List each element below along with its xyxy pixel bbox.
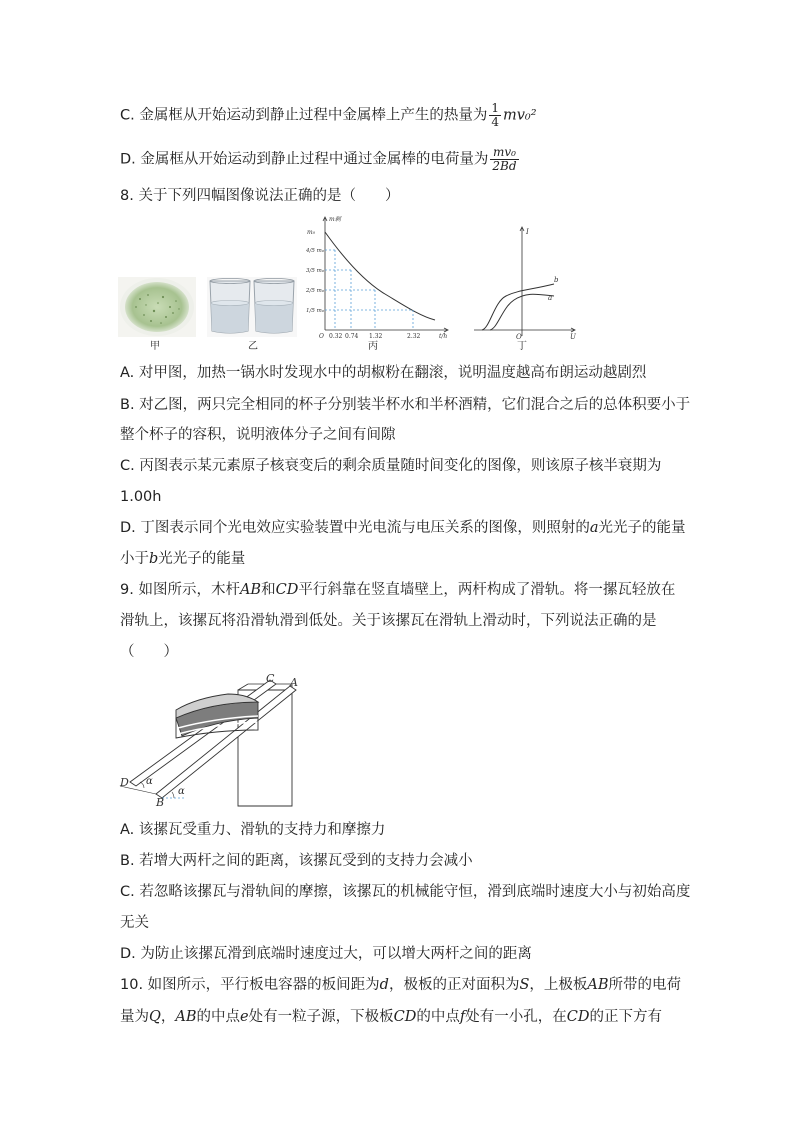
q9-option-c-line2: 无关 — [120, 915, 149, 931]
q7-option-d-text: D. 金属框从开始运动到静止过程中通过金属棒的电荷量为 — [120, 151, 489, 168]
fig-jia-photo — [118, 277, 196, 337]
q7-option-d — [120, 146, 521, 173]
q10-stem-line2: 量为Q，AB的中点e处有一粒子源，下极板CD的中点f处有一小孔，在CD的正下方有 — [120, 1009, 662, 1025]
bing-xaxis-label: t/h — [439, 333, 448, 340]
q9-option-b: B. 若增大两杆之间的距离，该摞瓦受到的支持力会减小 — [120, 853, 473, 869]
bing-xtick: 1.32 — [369, 333, 383, 340]
q7-option-c — [120, 102, 537, 129]
ding-curve-label: b — [554, 276, 559, 284]
bing-yaxis-label: m剩 — [329, 216, 341, 223]
fig-bing-label: 丙 — [368, 341, 378, 352]
q9-stem-line3: （ ） — [120, 644, 178, 660]
ding-yaxis-label: I — [526, 228, 529, 236]
q7-option-c-fraction: $\frac{1}{4}$ — [491, 101, 499, 129]
bing-ytick: 2/5 m₀ — [306, 288, 325, 294]
q8-option-c-line1: C. 丙图表示某元素原子核衰变后的剩余质量随时间变化的图像，则该原子核半衰期为 — [120, 458, 662, 474]
bing-ytick: 4/5 m₀ — [306, 248, 325, 254]
ding-origin-label: O — [516, 333, 522, 340]
q9-stem-line1: 9. 如图所示，木杆AB和CD平行斜靠在竖直墙壁上，两杆构成了滑轨。将一摞瓦轻放在 — [120, 582, 676, 598]
q9-option-d: D. 为防止该摞瓦滑到底端时速度过大，可以增大两杆之间的距离 — [120, 946, 532, 962]
label-b: B — [156, 796, 165, 809]
bing-ytick: 3/5 m₀ — [306, 268, 325, 274]
bing-ytick: m₀ — [307, 229, 316, 236]
q9-option-c-line1: C. 若忽略该摞瓦与滑轨间的摩擦，该摞瓦的机械能守恒，滑到底端时速度大小与初始高度 — [120, 884, 691, 900]
ding-curve-label: a — [548, 294, 553, 302]
label-a: A — [290, 676, 298, 689]
label-alpha-1: α — [146, 776, 153, 787]
q8-option-a: A. 对甲图，加热一锅水时发现水中的胡椒粉在翻滚，说明温度越高布朗运动越剧烈 — [120, 365, 647, 381]
glass-left-icon — [210, 279, 250, 334]
q8-option-b-line2: 整个杯子的容积，说明液体分子之间有间隙 — [120, 427, 396, 443]
bing-xtick: 2.32 — [407, 333, 421, 340]
q9-stem-line2: 滑轨上，该摞瓦将沿滑轨滑到低处。关于该摞瓦在滑轨上滑动时，下列说法正确的是 — [120, 613, 657, 629]
bing-xtick: 0.74 — [345, 333, 359, 340]
q10-stem-line1: 10. 如图所示，平行板电容器的板间距为d，极板的正对面积为S，上极板AB所带的电荷 — [120, 977, 682, 993]
bing-xtick: 0.32 — [329, 333, 343, 340]
fig-q9-rails — [116, 672, 306, 810]
q9-option-a: A. 该摞瓦受重力、滑轨的支持力和摩擦力 — [120, 822, 386, 838]
bing-ytick: 1/5 m₀ — [306, 308, 325, 314]
q7-option-d-fraction: $\frac{\text{mv₀}}{2Bd}$ — [492, 145, 517, 173]
fig-yi-label: 乙 — [248, 341, 258, 352]
glass-right-icon — [254, 279, 294, 334]
fig-jia-label: 甲 — [150, 341, 160, 352]
fig-ding-chart — [470, 222, 580, 340]
label-alpha-2: α — [178, 786, 185, 797]
q7-option-c-expr: mv₀² — [502, 107, 537, 124]
fig-ding-label: 丁 — [517, 341, 527, 352]
q8-stem: 8. 关于下列四幅图像说法正确的是（ ） — [120, 188, 400, 204]
q8-option-d-line2: 小于b光光子的能量 — [120, 551, 246, 567]
label-c: C — [266, 672, 275, 685]
q8-option-c-line2: 1.00h — [120, 489, 162, 505]
q7-option-c-text: C. 金属框从开始运动到静止过程中金属棒上产生的热量为 — [120, 107, 488, 124]
fig-bing-chart — [305, 212, 455, 342]
bing-xtick: O — [319, 333, 324, 340]
fig-yi-photo — [207, 277, 297, 337]
label-d: D — [120, 776, 129, 789]
ding-xaxis-label: U — [570, 333, 576, 340]
q8-option-d-line1: D. 丁图表示同个光电效应实验装置中光电流与电压关系的图像，则照射的a光光子的能量 — [120, 520, 686, 536]
q8-option-b-line1: B. 对乙图，两只完全相同的杯子分别装半杯水和半杯酒精，它们混合之后的总体积要小于 — [120, 397, 691, 413]
